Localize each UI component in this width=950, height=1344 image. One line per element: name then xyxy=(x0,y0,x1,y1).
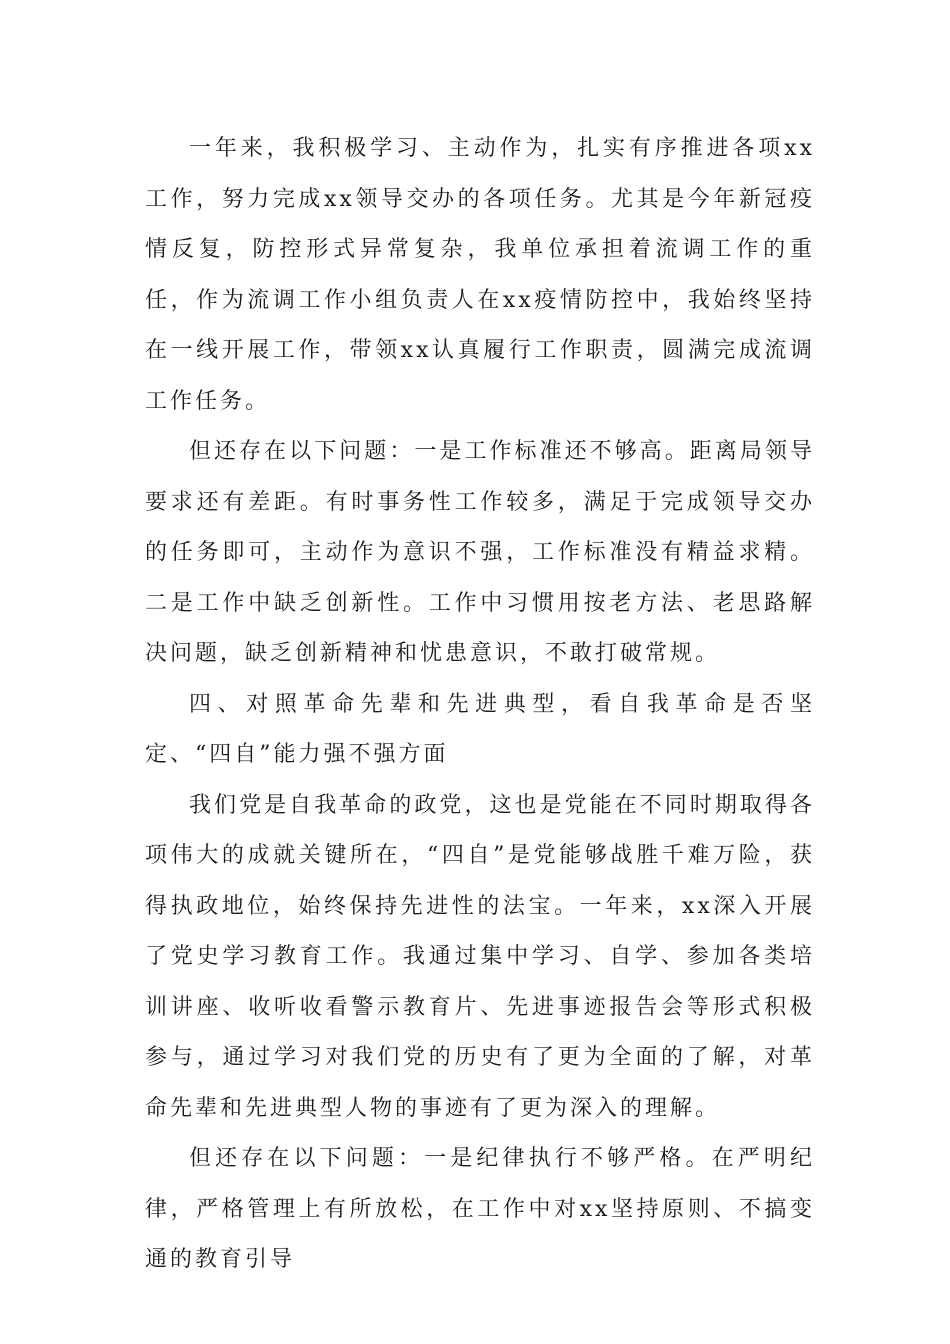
document-body xyxy=(145,124,815,1286)
section-heading-four: 四、对照革命先辈和先进典型，看自我革命是否坚定、“四自”能力强不强方面 xyxy=(145,691,815,767)
paragraph-problems-work-standard: 但还存在以下问题：一是工作标准还不够高。距离局领导要求还有差距。有时事务性工作较多，满足于完成领导交办的任务即可，主动作为意识不强，工作标准没有精益求精。二是工作中缺乏创新性。工作中习惯用按老方法、老思路解决问题，缺乏创新精神和忧患意识，不敢打破常规。 xyxy=(145,439,815,666)
paragraph-self-revolution: 我们党是自我革命的政党，这也是党能在不同时期取得各项伟大的成就关键所在，“四自”是党能够战胜千难万险，获得执政地位，始终保持先进性的法宝。一年来，xx深入开展了党史学习教育工作。我通过集中学习、自学、参加各类培训讲座、收听收看警示教育片、先进事迹报告会等形式积极参与，通过学习对我们党的历史有了更为全面的了解，对革命先辈和先进典型人物的事迹有了更为深入的理解。 xyxy=(145,792,815,1121)
paragraph-annual-work: 一年来，我积极学习、主动作为，扎实有序推进各项xx工作，努力完成xx领导交办的各项任务。尤其是今年新冠疫情反复，防控形式异常复杂，我单位承担着流调工作的重任，作为流调工作小组负责人在xx疫情防控中，我始终坚持在一线开展工作，带领xx认真履行工作职责，圆满完成流调工作任务。 xyxy=(145,136,815,414)
paragraph-problems-discipline: 但还存在以下问题：一是纪律执行不够严格。在严明纪律，严格管理上有所放松，在工作中对xx坚持原则、不搞变通的教育引导 xyxy=(145,1146,815,1272)
